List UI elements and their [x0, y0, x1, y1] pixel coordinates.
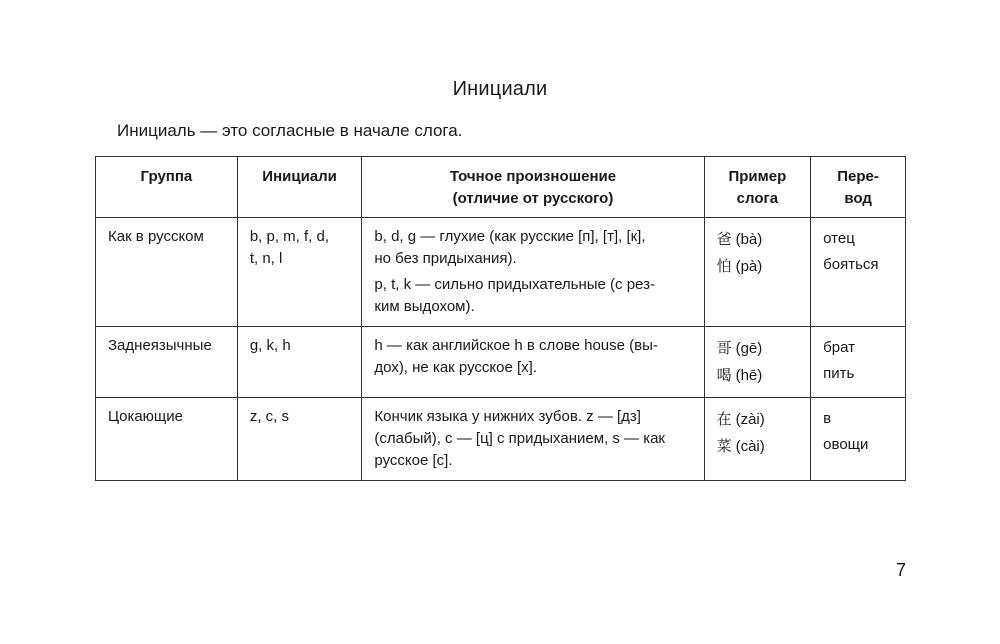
example-hanzi: 爸	[716, 230, 732, 248]
example-syllable	[717, 406, 799, 433]
header-example: Пример слога	[704, 157, 811, 218]
pronunciation-cell	[362, 327, 704, 398]
example-cell	[704, 218, 811, 327]
example-hanzi: 喝	[716, 366, 732, 384]
example-pinyin: (zài)	[735, 411, 765, 428]
table-row	[96, 327, 906, 398]
example-cell	[704, 327, 811, 398]
translation-word: в	[823, 410, 832, 427]
example-syllable	[717, 226, 799, 253]
pronunciation-cell	[362, 218, 704, 327]
initials-cell: g, k, h	[237, 327, 362, 398]
example-cell	[704, 398, 811, 481]
translation-word: бояться	[823, 256, 879, 273]
initials-table	[95, 156, 906, 481]
header-group: Группа	[96, 157, 238, 218]
table-row	[96, 398, 906, 481]
translation-cell	[811, 327, 906, 398]
translation-word: брат	[823, 339, 855, 356]
example-syllable	[717, 253, 799, 280]
initials-cell: b, p, m, f, d, t, n, l	[237, 218, 362, 327]
group-cell: Заднеязычные	[96, 327, 238, 398]
example-hanzi: 在	[716, 410, 732, 428]
translation-cell	[811, 218, 906, 327]
example-syllable	[717, 433, 799, 460]
example-hanzi: 菜	[716, 437, 732, 455]
translation-word: овощи	[823, 436, 869, 453]
header-translation: Пере- вод	[811, 157, 906, 218]
pronunciation-cell	[362, 398, 704, 481]
example-pinyin: (gē)	[735, 340, 763, 357]
page-number: 7	[895, 560, 906, 580]
translation-cell	[811, 398, 906, 481]
table-row	[96, 218, 906, 327]
pronunciation-note: h — как английское h в слове house (вы- дох), не как русское [х].	[374, 337, 658, 376]
group-cell: Цокающие	[96, 398, 238, 481]
example-syllable	[717, 335, 799, 362]
initials-cell: z, c, s	[237, 398, 362, 481]
translation-word: пить	[823, 365, 855, 382]
pronunciation-note: Кончик языка у нижних зубов. z — [дз] (слабый), c — [ц] с придыханием, s — как русское [с].	[374, 408, 665, 469]
header-pronunciation: Точное произношение (отличие от русского)	[362, 157, 704, 218]
example-syllable	[717, 362, 799, 389]
example-hanzi: 哥	[716, 339, 732, 357]
translation-word: отец	[823, 230, 855, 247]
example-pinyin: (hē)	[735, 367, 763, 384]
example-pinyin: (bà)	[735, 231, 763, 248]
header-initials: Инициали	[237, 157, 362, 218]
pronunciation-note: b, d, g — глухие (как русские [п], [т], [к], но без придыхания).	[374, 228, 646, 267]
example-hanzi: 怕	[716, 257, 732, 275]
intro-text: Инициаль — это согласные в начале слога.	[117, 121, 463, 140]
pronunciation-note: p, t, k — сильно придыхательные (с рез- ким выдохом).	[374, 276, 655, 315]
page-title: Инициали	[452, 78, 548, 100]
table-header-row	[96, 157, 906, 218]
table-body	[96, 218, 906, 481]
example-pinyin: (pà)	[735, 258, 763, 275]
example-pinyin: (cài)	[735, 438, 765, 455]
group-cell: Как в русском	[96, 218, 238, 327]
